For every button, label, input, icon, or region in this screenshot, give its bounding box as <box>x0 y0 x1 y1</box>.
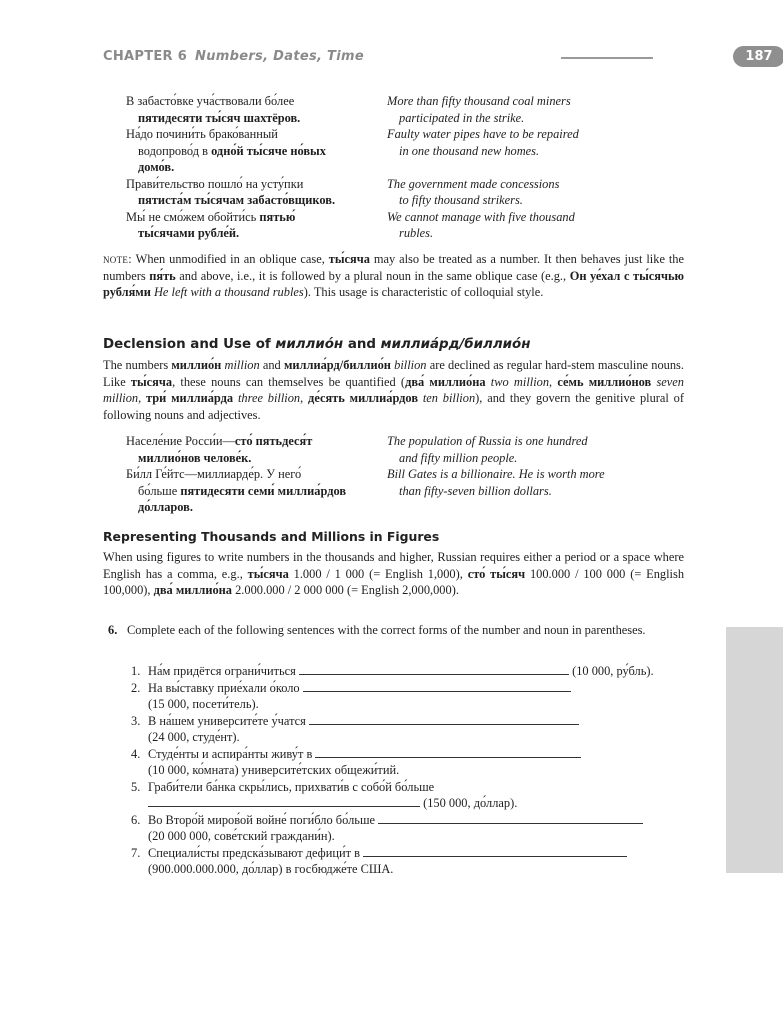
exercise-instruction: Complete each of the following sentences with the correct forms of the number and noun in parentheses. <box>127 623 646 637</box>
exercise-item: 5. Граби́тели ба́нка скры́лись, прихвати́в с собо́й бо́льше (150 000, до́ллар). <box>131 779 518 810</box>
exercise-items <box>114 663 684 878</box>
example-russian: Прави́тельство пошло́ на усту́пки пятиста́м ты́сячам забасто́вщиков. <box>126 176 336 207</box>
figures-paragraph-segment: ты́сяча <box>247 566 289 581</box>
million-paragraph-segment: де́сять миллиа́рдов <box>308 391 419 405</box>
example-english: More than fifty thousand coal miners participated in the strike. <box>387 94 571 125</box>
million-paragraph-segment: are declined as regular hard-stem masculine nouns. Like <box>103 358 684 389</box>
section-heading-million: Declension and Use of миллио́н and миллиа́рд/биллио́н <box>103 337 531 352</box>
note-label: note: <box>103 252 132 266</box>
million-paragraph-segment: and <box>259 358 284 372</box>
exercise-item: 1. На́м придётся ограни́читься (10 000, ру́бль). <box>131 664 654 678</box>
exercise-item: 4. Студе́нты и аспира́нты живу́т в (10 000, ко́мната) университе́тских общежи́тий. <box>114 746 684 779</box>
note-paragraph: note: When unmodified in an oblique case, ты́сяча may also be treated as a number. It then behaves just like the numbers пя́ть and above, i.e., it is followed by a plural noun in the same oblique case (e.g., Он уе́хал с ты́сячью рубля́ми He left with a thousand rubles). This usage is characteristic of colloquial style. <box>103 252 684 299</box>
million-paragraph-segment: миллиа́рд/биллио́н <box>283 358 391 372</box>
exercise-item: 7. Специали́сты предска́зывают дефици́т в (900.000.000.000, до́ллар) в госбюдже́те США. <box>114 845 684 878</box>
example-row <box>126 93 686 126</box>
million-paragraph-segment: , <box>300 391 309 405</box>
million-paragraph-segment: seven million <box>103 374 684 405</box>
million-paragraph-segment: миллио́н <box>171 358 222 372</box>
example-russian: На́до почини́ть брако́ванный водопрово́д в одно́й ты́сяче но́вых домо́в. <box>126 127 326 174</box>
example-row <box>126 209 686 242</box>
answer-blank[interactable] <box>303 681 571 692</box>
figures-paragraph-segment: сто́ ты́сяч <box>467 566 526 581</box>
answer-blank[interactable] <box>299 664 569 675</box>
million-paragraph-segment: два́ миллио́на <box>405 374 486 389</box>
page-number: 187 <box>733 46 783 67</box>
example-english: The population of Russia is one hundred and fifty million people. <box>387 434 588 465</box>
chapter-title <box>103 49 364 66</box>
example-row <box>126 466 686 516</box>
example-row <box>126 433 686 466</box>
example-russian: Мы́ не смо́жем обойти́сь пятью́ ты́сячами рубле́й. <box>126 209 296 240</box>
example-russian: Би́лл Ге́йтс—миллиарде́р. У него́ бо́льше пятидесяти семи́ миллиа́рдов до́лларов. <box>126 467 347 514</box>
figures-paragraph-segment: два́ миллио́на <box>153 583 232 597</box>
figures-paragraph-segment: 2.000.000 / 2 000 000 (= English 2,000,000). <box>232 583 459 597</box>
million-paragraph-segment: ), and they govern the genitive plural of following nouns and adjectives. <box>103 391 684 422</box>
exercise-item: 2. На вы́ставку прие́хали о́коло (15 000, посети́тель). <box>114 680 684 713</box>
figures-paragraph-segment: When using figures to write numbers in the thousands and higher, Russian requires either a period or a space where English has a comma, e.g., <box>103 550 684 581</box>
exercise-6 <box>103 622 684 639</box>
example-english: We cannot manage with five thousand rubles. <box>387 209 575 240</box>
example-english: Bill Gates is a billionaire. He is worth more than fifty-seven billion dollars. <box>387 467 605 498</box>
million-paragraph-segment: two million <box>485 374 550 389</box>
million-paragraph-segment: ten billion <box>418 391 476 405</box>
million-paragraph-segment: , these nouns can themselves be quantified ( <box>172 374 406 389</box>
example-english: Faulty water pipes have to be repaired in one thousand new homes. <box>387 127 579 158</box>
answer-blank[interactable] <box>378 813 643 824</box>
example-russian: В забасто́вке уча́ствовали бо́лее пятидесяти ты́сяч шахтёров. <box>126 94 301 125</box>
million-paragraph-segment: million <box>221 358 260 372</box>
exercise-item: 6. Во Второ́й миров́ой войне́ поги́бло бо́льше (20 000 000, сове́тский граждани́н). <box>114 812 684 845</box>
answer-blank[interactable] <box>309 714 579 725</box>
running-header <box>103 49 773 67</box>
million-paragraph-segment: ты́сяча <box>130 374 173 389</box>
figures-paragraph <box>103 549 684 599</box>
million-paragraph-segment: three billion <box>233 391 301 405</box>
figures-paragraph-segment: 100.000 / 100 000 (= English 100,000), <box>103 566 685 597</box>
million-paragraph <box>103 357 684 423</box>
examples-million <box>126 433 686 516</box>
chapter-number: CHAPTER 6 <box>103 49 188 64</box>
section-heading-figures: Representing Thousands and Millions in Figures <box>103 529 440 544</box>
million-paragraph-segment: The numbers <box>103 358 172 372</box>
answer-blank[interactable] <box>148 796 420 807</box>
header-rule <box>561 57 653 59</box>
example-row <box>126 176 686 209</box>
million-paragraph-segment: три́ миллиа́рда <box>146 391 234 405</box>
example-english: The government made concessions to fifty thousand strikers. <box>387 176 560 207</box>
chapter-subtitle: Numbers, Dates, Time <box>195 49 364 64</box>
exercise-number: 6. <box>108 623 118 637</box>
example-row <box>126 126 686 176</box>
million-paragraph-segment: , <box>138 391 147 405</box>
answer-blank[interactable] <box>315 747 581 758</box>
million-paragraph-segment: billion <box>390 358 427 372</box>
answer-blank[interactable] <box>363 846 627 857</box>
figures-paragraph-segment: 1.000 / 1 000 (= English 1,000), <box>288 566 468 581</box>
million-paragraph-segment: се́мь миллио́нов <box>557 374 652 389</box>
exercise-side-tab <box>726 627 783 873</box>
exercise-item: 3. В на́шем университе́те у́чатся (24 000, студе́нт). <box>114 713 684 746</box>
example-russian: Населе́ние Росси́и—сто́ пятьдеся́т миллио́нов челове́к. <box>126 434 313 465</box>
million-paragraph-segment: , <box>549 374 558 389</box>
examples-thousands <box>126 93 686 242</box>
